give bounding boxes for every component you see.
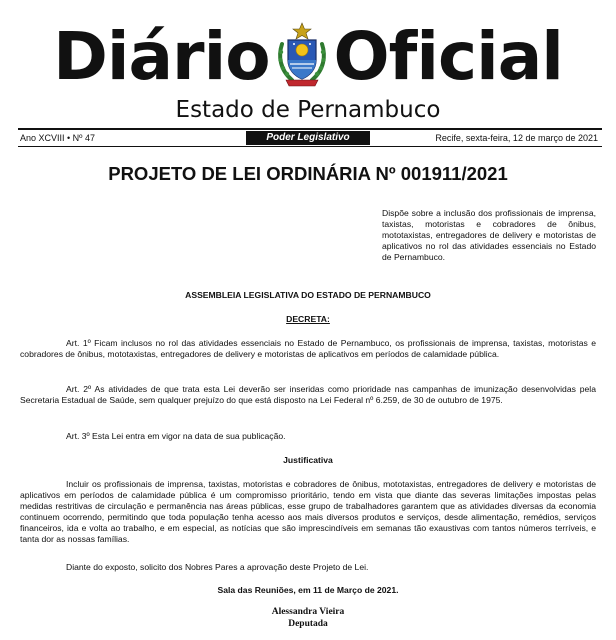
- publication-date: Recife, sexta-feira, 12 de março de 2021: [435, 133, 598, 143]
- justification-body: Incluir os profissionais de imprensa, taxistas, motoristas e cobradores de ônibus, mototaxistas, entregadores de delivery e motoristas de aplicativos em períodos de calamidade pública é um compromisso prioritário, tendo em vista que diante das severas limitações impostas pelas medidas restritivas de circulação e permanência nas áreas públicas, esse grupo de trabalhadores garantem que as atividades diversas da economia continuem ocorrendo, permitindo que toda população tenha acesso aos mais diversos produtos e serviços, desde alimentação, remédios, serviços financeiros, ida e volta ao trabalho, e em especial, as notícias que são imprescindíveis em semanas tão exaustivas com tantos números terríveis, e tanta dor as nossas famílias.: [20, 479, 596, 544]
- masthead-rule-top: [18, 128, 602, 130]
- decreta-heading: [0, 314, 616, 325]
- law-title: PROJETO DE LEI ORDINÁRIA Nº 001911/2021: [108, 163, 508, 184]
- masthead-subtitle: Estado de Pernambuco: [175, 97, 441, 123]
- decreta-label: DECRETA:: [286, 314, 330, 324]
- signer-role: Deputada: [288, 619, 328, 629]
- justification-heading: Justificativa: [283, 455, 333, 465]
- masthead-rule-bottom: [18, 146, 602, 147]
- signing-date: Sala das Reuniões, em 11 de Março de 2021.: [217, 585, 399, 595]
- law-ementa: Dispõe sobre a inclusão dos profissionais de imprensa, taxistas, motoristas e cobradores de ônibus, mototaxistas, entregadores de delivery e motoristas de aplicativos no rol das atividades essenciais no Estado de Pernambuco.: [382, 208, 596, 262]
- article-3: Art. 3º Esta Lei entra em vigor na data de sua publicação.: [66, 431, 286, 441]
- section-label: Poder Legislativo: [246, 131, 370, 145]
- masthead-title-right: Oficial: [333, 18, 563, 95]
- masthead-title-left: Diário: [53, 18, 270, 95]
- masthead-title: [0, 20, 616, 94]
- article-1: Art. 1º Ficam inclusos no rol das atividades essenciais no Estado de Pernambuco, os profissionais de imprensa, taxistas, motoristas e cobradores de ônibus, mototaxistas, entregadores de delivery e motoristas de aplicativos em períodos de calamidade pública.: [20, 338, 596, 359]
- edition-number: Ano XCVIII • Nº 47: [20, 133, 95, 143]
- assembly-heading: ASSEMBLEIA LEGISLATIVA DO ESTADO DE PERNAMBUCO: [185, 290, 431, 300]
- closing-paragraph: Diante do exposto, solicito dos Nobres Pares a aprovação deste Projeto de Lei.: [66, 562, 369, 572]
- pernambuco-coat-of-arms-icon: [274, 22, 330, 88]
- signer-name: Alessandra Vieira: [271, 607, 345, 617]
- article-2: Art. 2º As atividades de que trata esta Lei deverão ser inseridas como prioridade nas campanhas de imunização desenvolvidas pela Secretaria Estadual de Saúde, sem qualquer prejuízo do que está disposto na Lei Federal nº 6.259, de 30 de outubro de 1975.: [20, 384, 596, 405]
